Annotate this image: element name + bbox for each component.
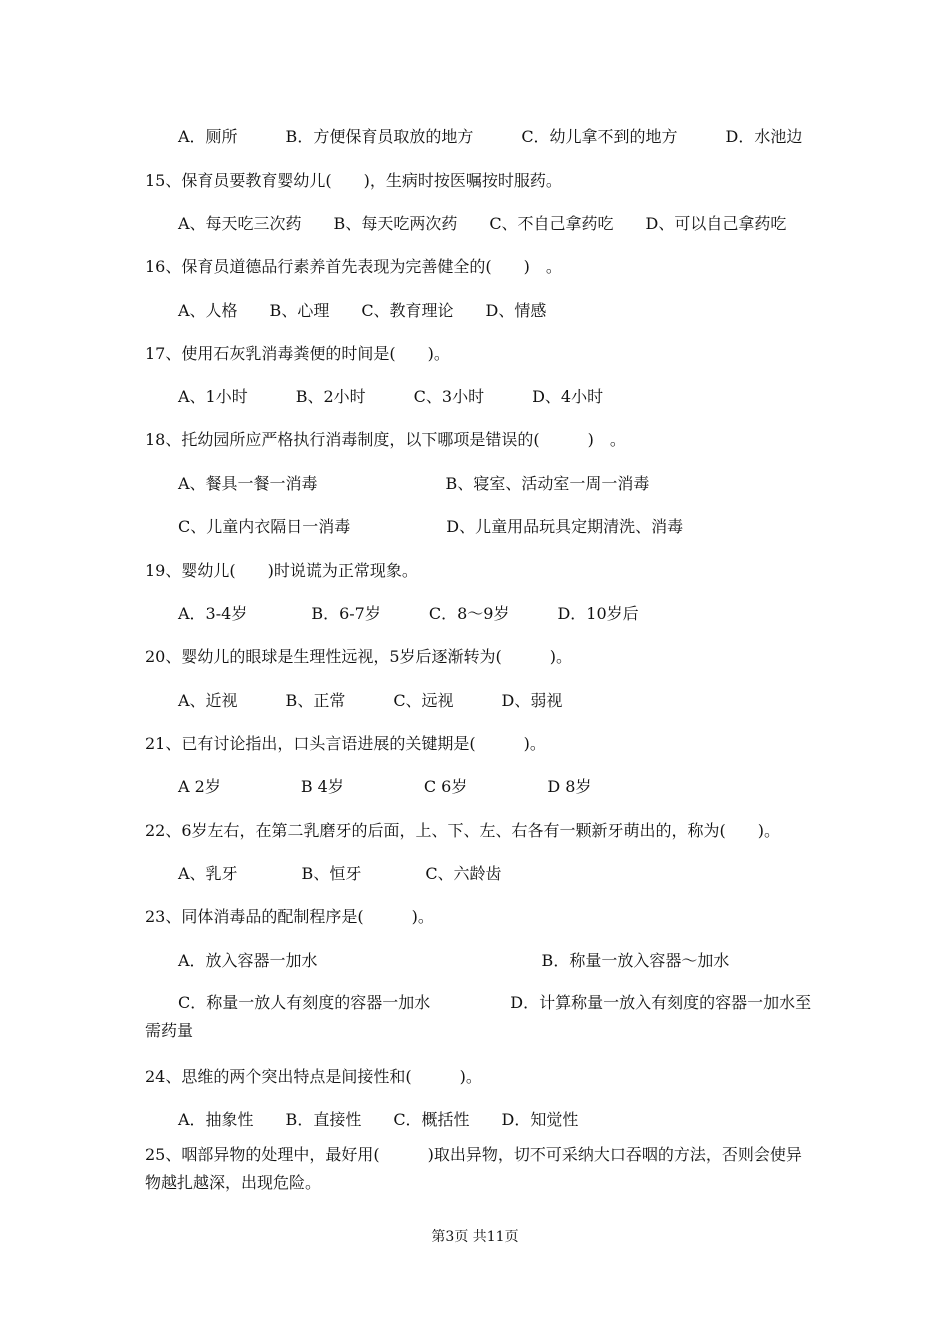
options-line-wrapped: C．称量一放人有刻度的容器一加水 D．计算称量一放入有刻度的容器一加水至需药量 bbox=[145, 993, 812, 1040]
question-line: 23、同体消毒品的配制程序是( )。 bbox=[145, 907, 434, 926]
question-line: 19、婴幼儿( )时说谎为正常现象。 bbox=[145, 561, 418, 580]
options-line: A、每天吃三次药 B、每天吃两次药 C、不自己拿药吃 D、可以自己拿药吃 bbox=[178, 214, 787, 233]
question-line: 16、保育员道德品行素养首先表现为完善健全的( ) 。 bbox=[145, 257, 562, 276]
options-line: A．3-4岁 B．6-7岁 C．8～9岁 D．10岁后 bbox=[178, 604, 639, 623]
options-line: A、近视 B、正常 C、远视 D、弱视 bbox=[178, 691, 563, 710]
question-line: 24、思维的两个突出特点是间接性和( )。 bbox=[145, 1067, 482, 1086]
question-line: 21、已有讨论指出，口头言语进展的关键期是( )。 bbox=[145, 734, 546, 753]
options-line: A、人格 B、心理 C、教育理论 D、情感 bbox=[178, 301, 547, 320]
page-footer: 第3页 共11页 bbox=[431, 1229, 519, 1245]
options-line: A、乳牙 B、恒牙 C、六龄齿 bbox=[178, 864, 502, 883]
question-line: 17、使用石灰乳消毒粪便的时间是( )。 bbox=[145, 344, 450, 363]
options-line: A．抽象性 B．直接性 C．概括性 D．知觉性 bbox=[178, 1110, 579, 1129]
options-line: A、餐具一餐一消毒 B、寝室、活动室一周一消毒 bbox=[178, 474, 650, 493]
question-line-wrapped: 25、咽部异物的处理中，最好用( )取出异物，切不可采纳大口吞咽的方法，否则会使异物越扎越深，出现危险。 bbox=[145, 1145, 802, 1192]
options-line: A．厕所 B．方便保育员取放的地方 C．幼儿拿不到的地方 D．水池边 bbox=[178, 127, 803, 146]
question-line: 15、保育员要教育婴幼儿( )，生病时按医嘱按时服药。 bbox=[145, 171, 562, 190]
options-line: C、儿童内衣隔日一消毒 D、儿童用品玩具定期清洗、消毒 bbox=[178, 517, 684, 536]
options-line: A．放入容器一加水 B．称量一放入容器～加水 bbox=[178, 951, 730, 970]
question-line: 18、托幼园所应严格执行消毒制度，以下哪项是错误的( ) 。 bbox=[145, 430, 626, 449]
options-line: A、1小时 B、2小时 C、3小时 D、4小时 bbox=[178, 387, 604, 406]
question-line: 22、6岁左右，在第二乳磨牙的后面，上、下、左、右各有一颗新牙萌出的，称为( )。 bbox=[145, 821, 781, 840]
question-line: 20、婴幼儿的眼球是生理性远视，5岁后逐渐转为( )。 bbox=[145, 647, 573, 666]
options-line: A 2岁 B 4岁 C 6岁 D 8岁 bbox=[178, 777, 592, 796]
